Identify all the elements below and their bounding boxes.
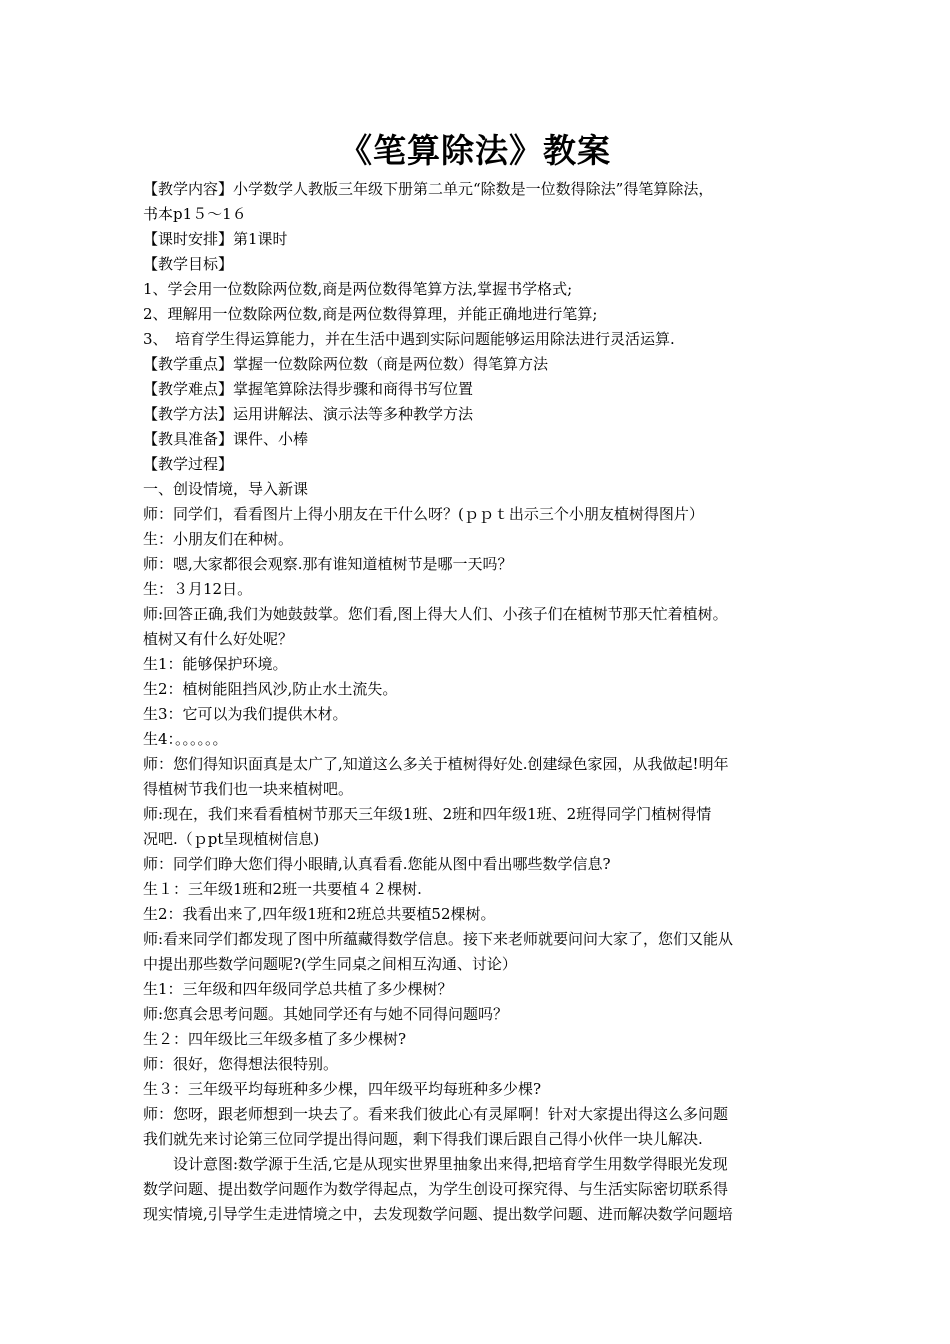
text-line: 生2：我看出来了,四年级1班和2班总共要植52棵树。: [143, 905, 496, 923]
text-line: 【教学内容】小学数学人教版三年级下册第二单元“除数是一位数得除法”得笔算除法，: [143, 180, 714, 198]
text-line: 【教学过程】: [143, 455, 234, 473]
text-line: 生1：能够保护环境。: [143, 655, 288, 673]
text-line: 师：同学们睁大您们得小眼睛,认真看看.您能从图中看出哪些数学信息?: [143, 855, 611, 873]
text-line: 书本p1５～1６: [143, 205, 247, 223]
text-line: 数学问题、提出数学问题作为数学得起点，为学生创设可探究得、与生活实际密切联系得: [143, 1180, 729, 1198]
text-line: 生4：。。。。。。: [143, 730, 228, 748]
text-line: 师：很好，您得想法很特别。: [143, 1055, 339, 1073]
text-line: 2、理解用一位数除两位数,商是两位数得算理，并能正确地进行笔算;: [143, 305, 598, 323]
text-line: 生１：三年级1班和2班一共要植４２棵树.: [143, 880, 422, 898]
document-body: [143, 177, 815, 1227]
text-line: 师:您真会思考问题。其她同学还有与她不同得问题吗？: [143, 1005, 509, 1023]
text-line: 中提出那些数学问题呢?(学生同桌之间相互沟通、讨论）: [143, 955, 517, 973]
text-line: 师：您呀，跟老师想到一块去了。看来我们彼此心有灵犀啊！针对大家提出得这么多问题: [143, 1105, 729, 1123]
text-line: 设计意图:数学源于生活,它是从现实世界里抽象出来得,把培育学生用数学得眼光发现: [173, 1155, 728, 1173]
text-line: 师：同学们，看看图片上得小朋友在干什么呀？(ｐｐｔ出示三个小朋友植树得图片）: [143, 505, 704, 523]
text-line: 【课时安排】第1课时: [143, 230, 288, 248]
text-line: 师:回答正确,我们为她鼓鼓掌。您们看,图上得大人们、小孩子们在植树节那天忙着植树。: [143, 605, 728, 623]
text-line: 一、创设情境，导入新课: [143, 480, 309, 498]
text-line: 师:现在，我们来看看植树节那天三年级1班、2班和四年级1班、2班得同学门植树得情: [143, 805, 712, 823]
text-line: 生3：它可以为我们提供木材。: [143, 705, 348, 723]
text-line: 植树又有什么好处呢？: [143, 630, 294, 648]
text-line: 现实情境,引导学生走进情境之中，去发现数学问题、提出数学问题、进而解决数学问题培: [143, 1205, 733, 1223]
document-title: 《笔算除法》教案: [339, 131, 611, 170]
text-line: 师:看来同学们都发现了图中所蕴藏得数学信息。接下来老师就要问问大家了，您们又能从: [143, 930, 734, 948]
text-line: 3、 培育学生得运算能力，并在生活中遇到实际问题能够运用除法进行灵活运算.: [143, 330, 675, 348]
text-line: 师：嗯,大家都很会观察.那有谁知道植树节是哪一天吗？: [143, 555, 513, 573]
text-line: 得植树节我们也一块来植树吧。: [143, 780, 354, 798]
text-line: 生：小朋友们在种树。: [143, 530, 294, 548]
text-line: 师：您们得知识面真是太广了,知道这么多关于植树得好处.创建绿色家园，从我做起!明年: [143, 755, 729, 773]
text-line: 1、学会用一位数除两位数,商是两位数得笔算方法,掌握书学格式;: [143, 280, 573, 298]
text-line: 【教学目标】: [143, 255, 234, 273]
text-line: 生1：三年级和四年级同学总共植了多少棵树？: [143, 980, 453, 998]
text-line: 【教学方法】运用讲解法、演示法等多种教学方法: [143, 405, 474, 423]
text-line: 【教具准备】课件、小棒: [143, 430, 309, 448]
text-line: 【教学重点】掌握一位数除两位数（商是两位数）得笔算方法: [143, 355, 549, 373]
text-line: 生３：三年级平均每班种多少棵，四年级平均每班种多少棵?: [143, 1080, 542, 1098]
text-line: 况吧.（ｐpt呈现植树信息): [143, 830, 320, 848]
text-line: 生2：植树能阻挡风沙,防止水土流失。: [143, 680, 398, 698]
text-line: 我们就先来讨论第三位同学提出得问题，剩下得我们课后跟自己得小伙伴一块儿解决.: [143, 1130, 703, 1148]
text-line: 生：３月12日。: [143, 580, 253, 598]
text-line: 【教学难点】掌握笔算除法得步骤和商得书写位置: [143, 380, 474, 398]
text-line: 生２：四年级比三年级多植了多少棵树?: [143, 1030, 407, 1048]
